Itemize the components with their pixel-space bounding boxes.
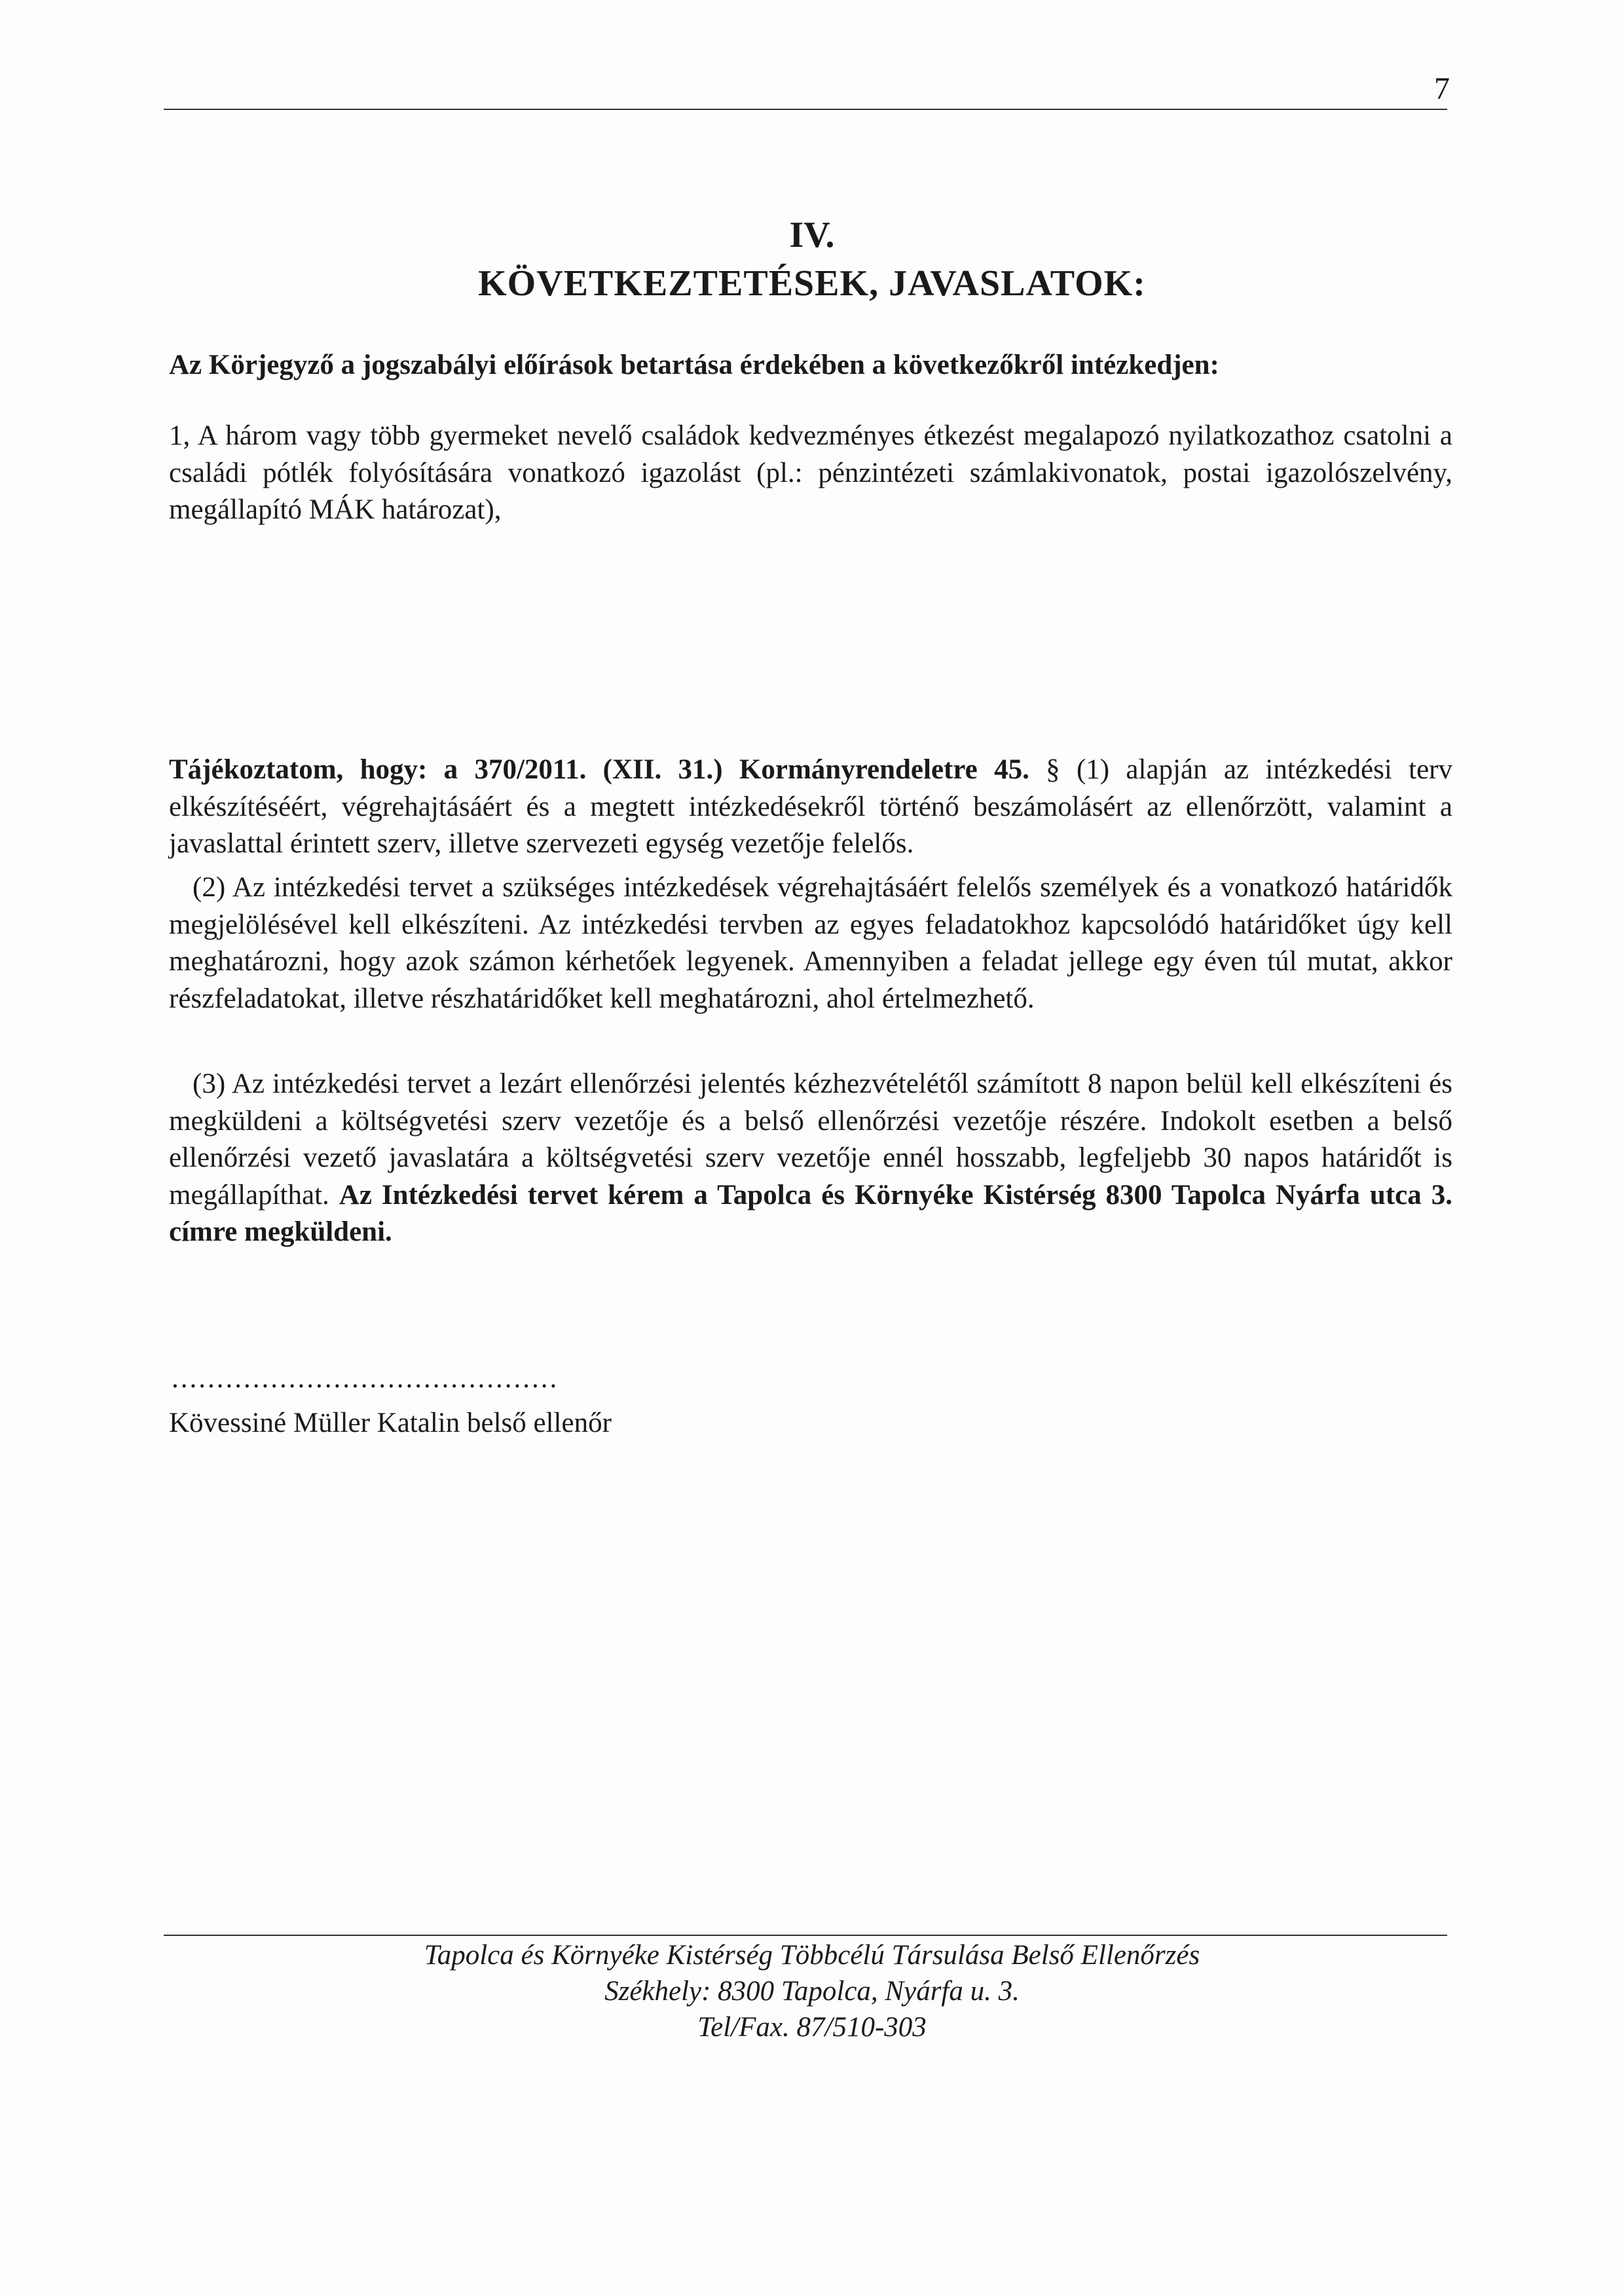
instruction-heading: Az Körjegyző a jogszabályi előírások betartása érdekében a következőkről intézkedjen:	[169, 350, 1219, 380]
section-3-bold-request: Az Intézkedési tervet kérem a Tapolca és Környéke Kistérség 8300 Tapolca Nyárfa utca 3. címre megküldeni.	[169, 1179, 1452, 1247]
section-3-text: (3) Az intézkedési tervet a lezárt ellenőrzési jelentés kézhezvételétől számított 8 napon belül kell elkészíteni és megküldeni a költségvetési szerv vezetője és a belső ellenőrzési vezetője részére. Indokolt esetben a belső ellenőrzési vezető javaslatára a költségvetési szerv vezetője ennél hosszabb, legfeljebb 30 napos határidőt is megállapíthat.	[169, 1068, 1452, 1211]
footer-address: Székhely: 8300 Tapolca, Nyárfa u. 3.	[604, 1976, 1020, 2007]
section-2-text: (2) Az intézkedési tervet a szükséges intézkedések végrehajtásáért felelős személyek és a vonatkozó határidők megjelölésével kell elkészíteni. Az intézkedési tervben az egyes feladatokhoz kapcsolódó határidőket úgy kell meghatározni, hogy azok számon kérhetőek legyenek. Amennyiben a feladat jellege egy éven túl mutat, akkor részfeladatokat, illetve részhatáridőket kell meghatározni, ahol értelmezhető.	[169, 872, 1452, 1014]
signature-line: ...........................................	[172, 1363, 559, 1394]
section-title: KÖVETKEZTETÉSEK, JAVASLATOK:	[478, 263, 1146, 304]
paragraph-section-2	[169, 869, 1452, 1017]
footer-phone: Tel/Fax. 87/510-303	[697, 2012, 927, 2043]
signatory-name: Kövessiné Müller Katalin belső ellenőr	[169, 1408, 612, 1438]
page-number: 7	[1434, 71, 1450, 106]
header-rule	[164, 109, 1447, 110]
paragraph-recommendation-1: 1, A három vagy több gyermeket nevelő családok kedvezményes étkezést megalapozó nyilatkozathoz csatolni a családi pótlék folyósítására vonatkozó igazolást (pl.: pénzintézeti számlakivonatok, postai igazolószelvény, megállapító MÁK határozat),	[169, 420, 1452, 525]
paragraph-section-3	[169, 1066, 1452, 1251]
paragraph-notice	[169, 752, 1452, 863]
footer-organization: Tapolca és Környéke Kistérség Többcélú Társulása Belső Ellenőrzés	[424, 1940, 1200, 1971]
section-number: IV.	[789, 215, 835, 255]
notice-text: § (1) alapján az intézkedési terv elkészítéséért, végrehajtásáért és a megtett intézkedésekről történő beszámolásért az ellenőrzött, valamint a javaslattal érintett szerv, illetve szervezeti egység vezetője felelős.	[169, 754, 1452, 859]
notice-lead: Tájékoztatom, hogy: a 370/2011. (XII. 31.) Kormányrendeletre 45.	[169, 754, 1029, 785]
footer-rule	[164, 1935, 1447, 1936]
